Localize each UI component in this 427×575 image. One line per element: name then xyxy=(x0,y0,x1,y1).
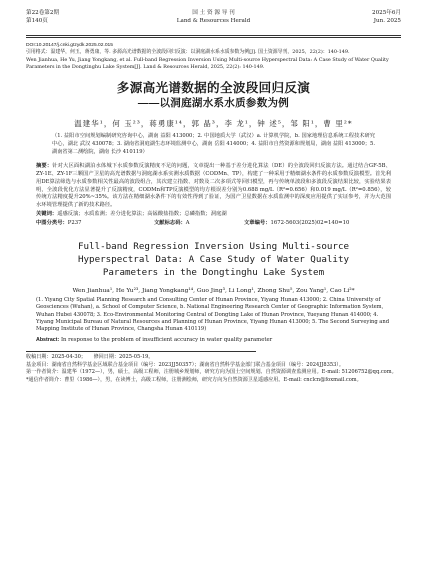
journal-header xyxy=(26,10,401,34)
footnote-rule xyxy=(26,351,256,352)
footnote-dates: 收稿日期：2025-04-30； 修回日期：2025-05-19。 xyxy=(26,354,154,361)
doc-code xyxy=(154,220,190,228)
abstract-label-en: Abstract: xyxy=(36,336,60,343)
clc-number xyxy=(36,220,81,228)
doi[interactable]: DOI:10.20147/j.cnki.gtzydk.2025.02.015 xyxy=(26,43,114,49)
subtitle-cn: ——以洞庭湖水系水质参数为例 xyxy=(137,97,290,109)
citation-en: Wen Jianhua, He Yu, Jiang Yongkang, et al. Full-band Regression Inversion Using Multi-source Hyperspectral Data: A Case Study of Water Quality Parameters in the Dongtinghu Lake System[J]. Land & Resources Herald, 2025, 22(2): 140-149. xyxy=(26,56,389,70)
footnotes xyxy=(26,354,401,384)
journal-name-en: Land & Resources Herald xyxy=(176,17,251,24)
authors-en: Wen Jianhua¹, He Yu²³, Jiang Yongkang¹⁴, Guo Jing³, Li Long¹, Zhong Shu⁵, Zou Yang¹, Cao Li²* xyxy=(72,287,355,294)
article-number xyxy=(244,220,349,228)
citation-meta xyxy=(26,42,401,71)
article-label: 文章编号： xyxy=(244,220,271,227)
authors-cn: 温建华¹，何 玉²³，蒋勇康¹⁴，郭 晶³，李 龙¹，钟 述⁵，邹 阳¹，曹 里²* xyxy=(74,119,353,128)
affiliations-en: (1. Yiyang City Spatial Planning Research and Consulting Center of Hunan Province, Yiyang Hunan 413000; 2. China University of Geosciences (Wuhan), a. School of Computer Science, b. National Engineering Research Center of Geographic Information System, Wuhan Hubei 430078; 3. Eco-Environmental Monitoring Central of Dongting Lake of Hunan Province, Yueyang Hunan 414000; 4. Yiyang Municipal Bureau of Natural Resources and Planning of Hunan Province, Yiyang Hunan 413000; 5. The Second Surveying and Mapping Institute of Hunan Province, Changsha Hunan 410119) xyxy=(36,296,390,333)
abstract-text-en: In response to the problem of insufficient accuracy in water quality parameter xyxy=(60,336,273,343)
page-number: 第140页 xyxy=(26,17,48,24)
journal-name-cn: 国 土 资 源 导 刊 xyxy=(192,10,235,16)
header-rule xyxy=(26,35,401,36)
keywords-label-cn: 关键词： xyxy=(36,210,58,217)
classification-row xyxy=(26,220,401,228)
doc-value: A xyxy=(185,220,190,227)
header-rule-thin xyxy=(26,37,401,38)
header-right xyxy=(372,10,401,25)
affiliations-cn: （1. 益阳市空间规划编制研究咨询中心，湖南 益阳 413000；2. 中国地质大学（武汉）a. 计算机学院，b. 国家地理信息系统工程技术研究中心，湖北 武汉 430078；3. 湖南省洞庭湖生态环境监测中心，湖南 岳阳 414000；4. 益阳市自然资源和规划局，湖南 益阳 413000；5. 湖南省第二测绘院，湖南 长沙 410119） xyxy=(52,133,375,155)
abstract-en xyxy=(26,337,401,344)
clc-value: P237 xyxy=(67,220,82,227)
keywords-text-cn: 遥感反演；水质监测；差分进化算法；高锰酸盐指数；总磷指数；洞庭湖 xyxy=(57,210,227,217)
volume-issue: 第22卷第2期 xyxy=(26,10,60,16)
paper-page xyxy=(26,10,401,385)
footnote-first-author: 第一作者简介：温建华（1972—），男，硕士，高级工程师，注册城乡规划师，研究方向为国土空间规划、自然资源调查监测应用。E-mail: 51206752@qq.com。 xyxy=(26,369,397,376)
citation-cn: 引用格式：温建华，何玉，蒋勇康，等. 多源高光谱数据的全波段回归反演：以洞庭湖水系水质参数为例[J]. 国土资源导刊，2025，22(2)：140-149. xyxy=(26,49,350,56)
abstract-text-cn: 针对大区面积湖泊水体城下水质参数反演精度不足的问题，文章提出一种基于差分进化算法（DE）的全波段回归反演方法。通过结合GF-5B、ZY-1E、ZY-1F三颗国产卫星的高光谱数据与洞庭湖水系实测水质数据（CODMn、TP），构建了一种采用于精细湖水条件的水质参数反演模型。首先利用DE算法筛选与水质参数相关性最高的波段组合，其次建立指数、对数及二次多项式等回归模型，再与传统单波段和多波段反演结果比较，实验结果表明，全波段优化方法显著提升了反演精度，CODMn和TP反演模型的均方根误差分别为0.688 mg/L（R²=0.656）和0.019 mg/L（R²=0.856），较传统方法精度提升20%~35%。该方法在精细湖水条件下的有效性得到了验证，为国产卫星数据在水质监测中的深度应用提供了实证参考，并为大范围水环境管理提供了新的技术路径。 xyxy=(36,163,391,208)
header-center xyxy=(26,10,401,25)
doc-label: 文献标志码： xyxy=(154,220,186,227)
clc-label: 中图分类号： xyxy=(36,220,68,227)
article-value: 1672-5603(2025)02=140=10 xyxy=(270,220,350,227)
footnote-funding: 基金项目：湖南省自然科学基金区域联合基金项目（编号：2023JJ50357）；湖南省自然科学基金部门联合基金项目（编号：2024JJ8353）。 xyxy=(26,361,344,368)
abstract-cn xyxy=(26,163,401,209)
abstract-label-cn: 摘要： xyxy=(36,163,53,170)
issue-date-en: Jun. 2025 xyxy=(373,17,401,24)
keywords-cn xyxy=(26,211,401,219)
issue-date-cn: 2025年6月 xyxy=(372,10,401,16)
title-en: Full-band Regression Inversion Using Multi-source Hyperspectral Data: A Case Study of Water Quality Parameters in the Dongtinghu Lake System xyxy=(77,241,350,278)
footnote-corresponding: *通信作者简介：曹里（1986—），男，在读博士，高级工程师，注册测绘师，研究方向为自然资源卫星遥感应用。E-mail: cnclcn@foxmail.com。 xyxy=(26,376,362,383)
title-cn: 多源高光谱数据的全波段回归反演 xyxy=(116,81,311,95)
